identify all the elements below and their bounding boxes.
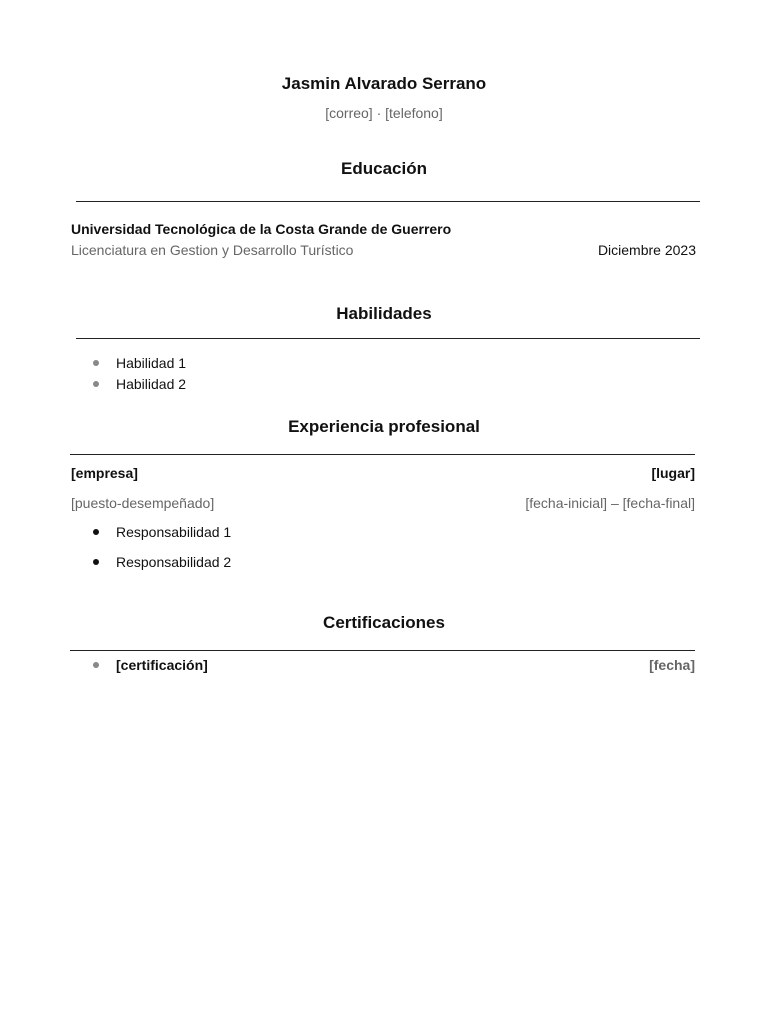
experience-dates: [fecha-inicial] – [fecha-final] — [525, 495, 695, 511]
education-heading: Educación — [341, 159, 427, 178]
certification-bullet — [93, 662, 99, 668]
education-date: Diciembre 2023 — [597, 242, 696, 258]
skill-bullet — [93, 360, 99, 366]
certifications-divider — [70, 650, 695, 651]
skill-item: Habilidad 1 — [116, 355, 187, 371]
skill-item: Habilidad 2 — [116, 376, 187, 392]
experience-company: [empresa] — [71, 465, 138, 481]
responsibility-bullet — [93, 529, 99, 535]
certification-date: [fecha] — [649, 657, 695, 673]
experience-location: [lugar] — [651, 465, 695, 481]
education-degree: Licenciatura en Gestion y Desarrollo Turístico — [71, 242, 354, 258]
experience-position: [puesto-desempeñado] — [71, 495, 215, 511]
skills-heading: Habilidades — [336, 304, 432, 323]
responsibility-item: Responsabilidad 1 — [116, 524, 232, 540]
experience-heading: Experiencia profesional — [288, 417, 480, 436]
experience-divider — [70, 454, 695, 455]
certification-name: [certificación] — [116, 657, 208, 673]
responsibility-bullet — [93, 559, 99, 565]
resume-name: Jasmin Alvarado Serrano — [281, 74, 487, 93]
skills-divider — [76, 338, 700, 339]
education-divider — [76, 201, 700, 202]
education-institution: Universidad Tecnológica de la Costa Grande de Guerrero — [71, 221, 452, 237]
contact-info: [correo] · [telefono] — [325, 105, 443, 121]
responsibility-item: Responsabilidad 2 — [116, 554, 232, 570]
certifications-heading: Certificaciones — [323, 613, 445, 632]
skill-bullet — [93, 381, 99, 387]
